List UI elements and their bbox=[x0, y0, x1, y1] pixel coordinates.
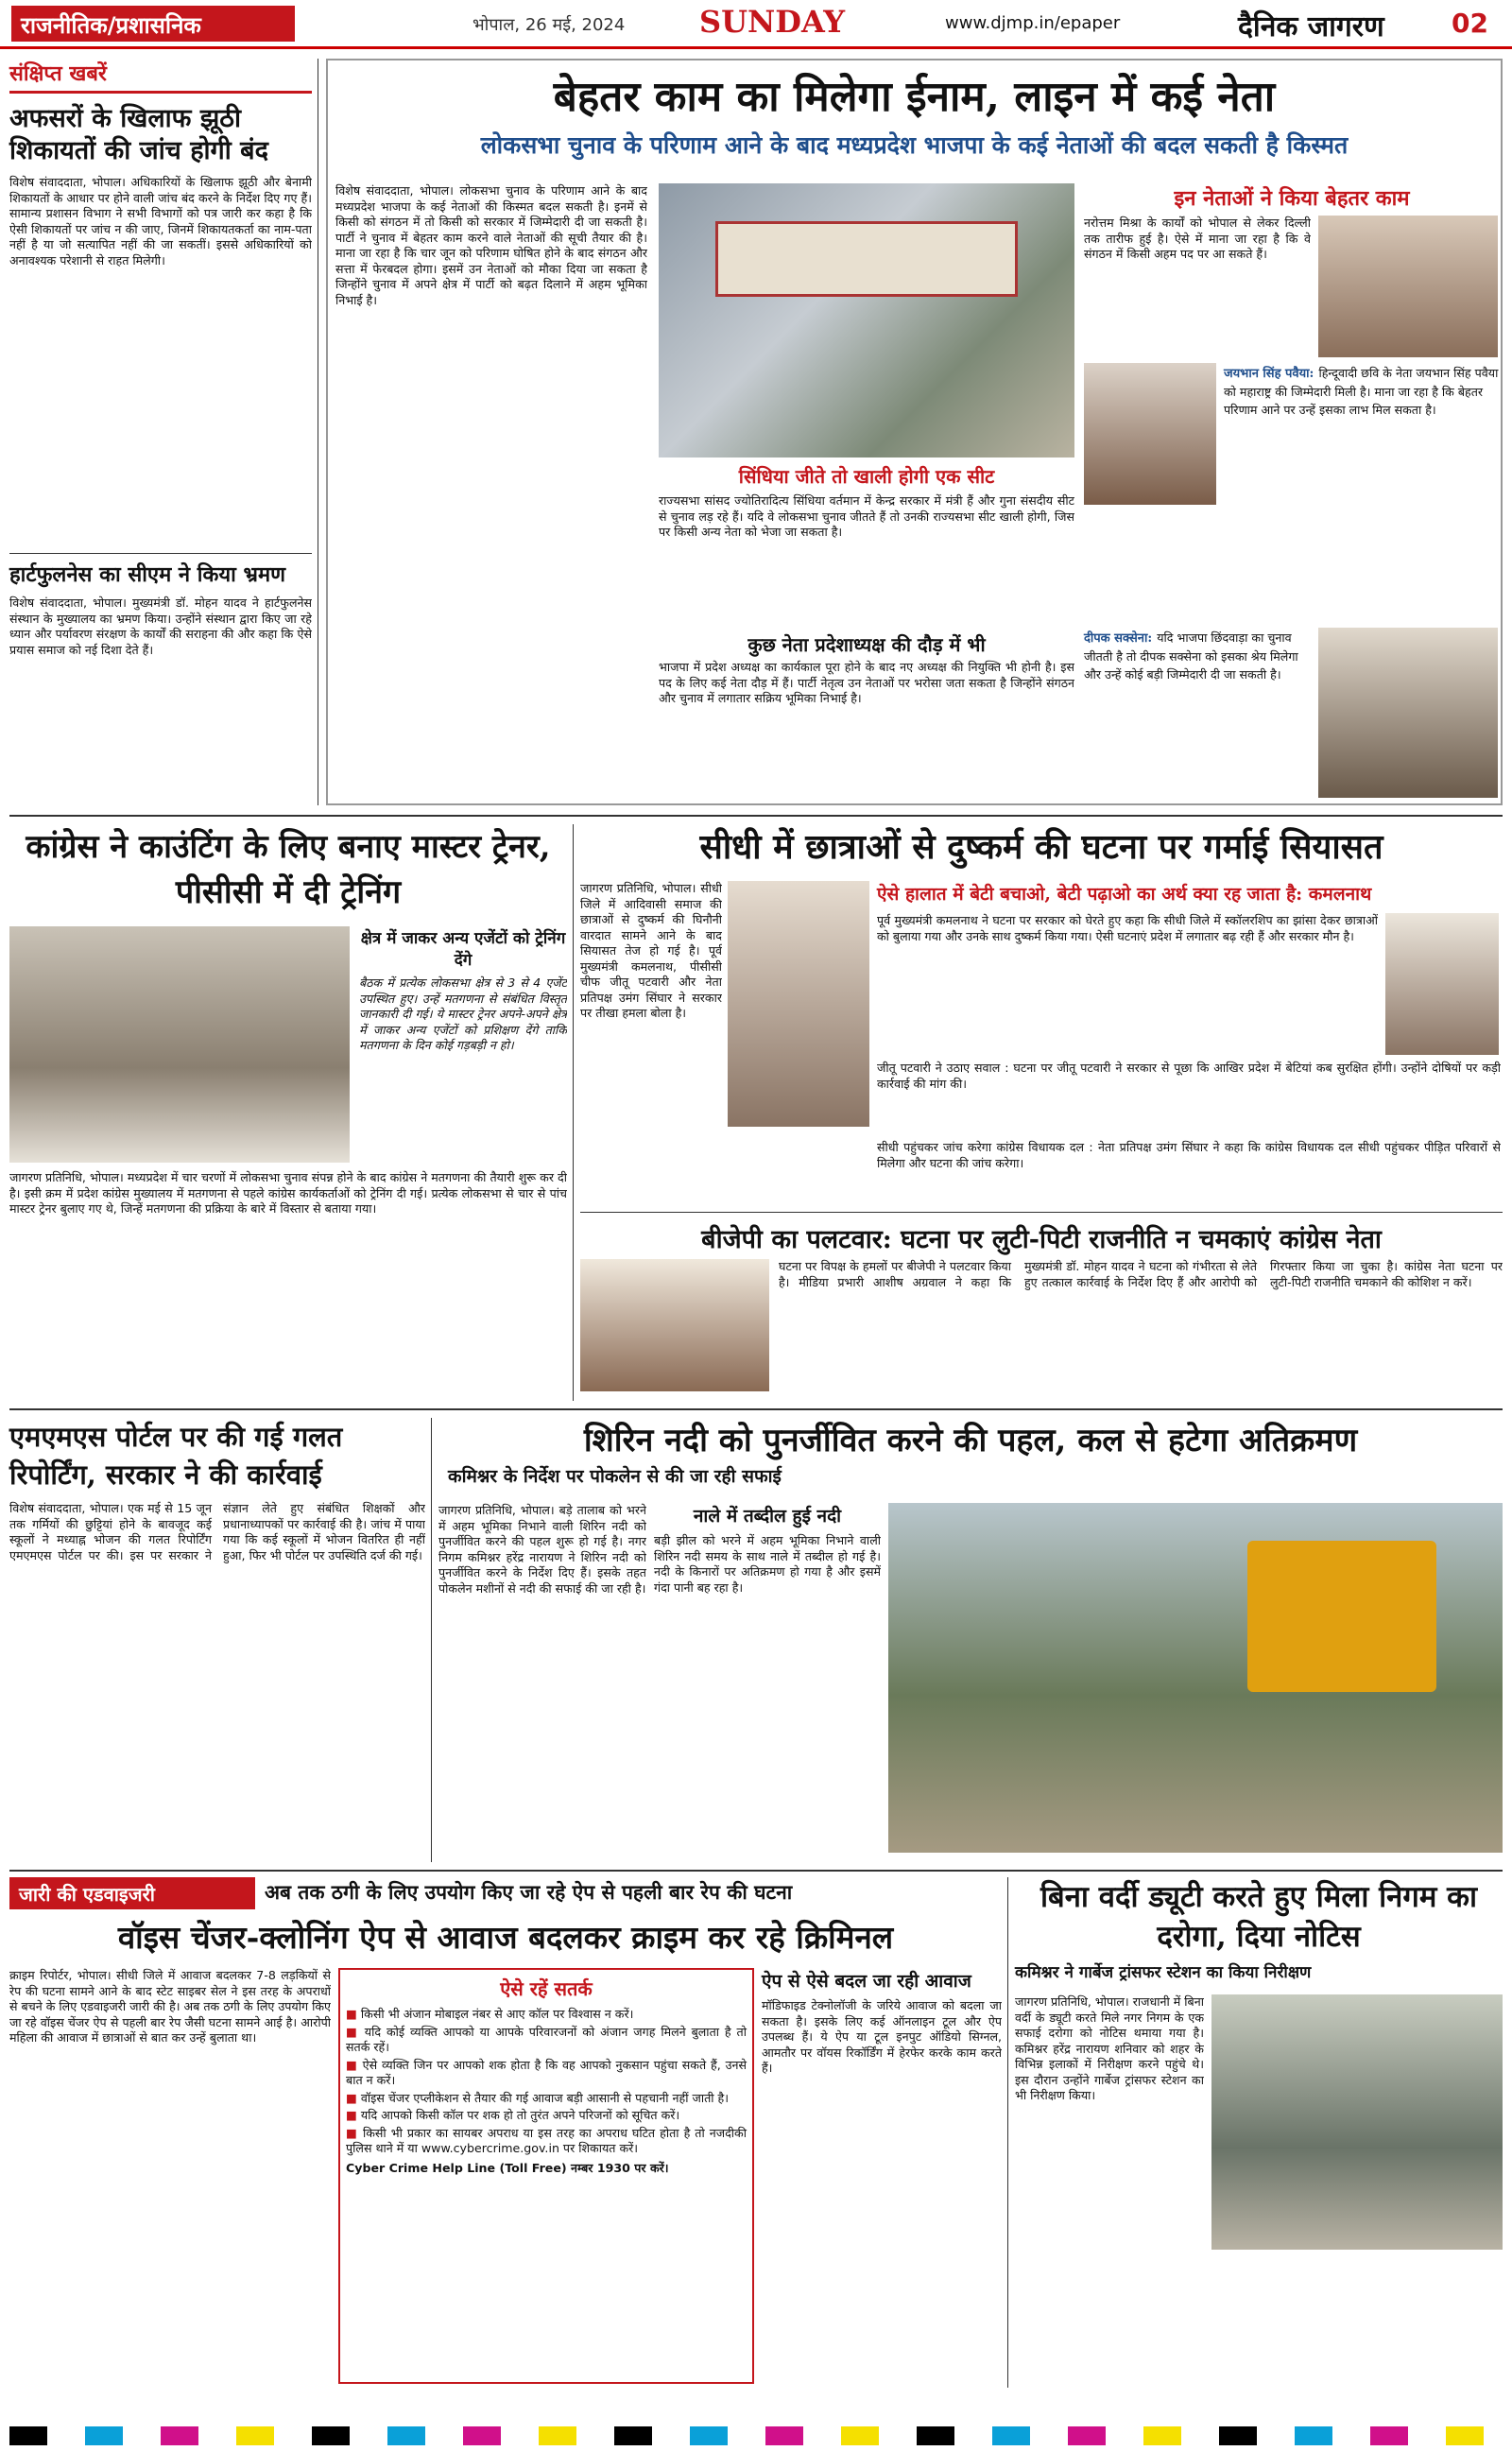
tip-item: ■ किसी भी अंजान मोबाइल नंबर से आए कॉल पर विश्वास न करें। bbox=[346, 2007, 747, 2023]
brief-label: संक्षिप्त खबरें bbox=[9, 59, 312, 94]
nigam-title: बिना वर्दी ड्यूटी करते हुए मिला निगम का दरोगा, दिया नोटिस bbox=[1040, 1880, 1478, 1954]
river-cleaning-photo bbox=[888, 1503, 1503, 1853]
lead-body: विशेष संवाददाता, भोपाल। लोकसभा चुनाव के परिणाम आने के बाद मध्यप्रदेश भाजपा के कई नेताओं की किस्मत बदल सकती है। इनमें से किसी को संगठन में तो किसी को सरकार में जिम्मेदारी दी जा सकती है। पार्टी ने चुनाव में बेहतर काम करने वाले नेताओं की सूची तैयार की है। माना जा रहा है कि चार जून को परिणाम घोषित होने के बाद संगठन और सत्ता में फेरबदल होगा। इसमें उन नेताओं को मौका दिया जा सकता है जिन्होंने चुनाव में अपने क्षेत्र में पार्टी को बढ़त दिलाने में अहम भूमिका निभाई है। bbox=[335, 183, 647, 307]
lead-subtitle: लोकसभा चुनाव के परिणाम आने के बाद मध्यप्रदेश भाजपा के कई नेताओं की बदल सकती है किस्मत bbox=[480, 131, 1349, 159]
section-name: राजनीतिक/प्रशासनिक bbox=[11, 6, 295, 42]
nigam-story bbox=[1015, 1877, 1503, 2388]
shirin-subhead-body: बड़ी झील को भरने में अहम भूमिका निभाने वाली शिरिन नदी समय के साथ नाले में तब्दील हो गई है। नदी के किनारों पर अतिक्रमण हो गया है और इसमें गंदा पानी बह रहा है। bbox=[654, 1533, 881, 1595]
cyber-subhead: ऐप से ऐसे बदल जा रही आवाज bbox=[762, 1971, 971, 1992]
singhar-para: सीधी पहुंचकर जांच करेगा कांग्रेस विधायक दल : नेता प्रतिपक्ष उमंग सिंघार ने कहा कि कांग्रेस विधायक दल सीधी पहुंचकर पीड़ित परिवारों से मिलेगा और घटना की जांच करेगा। bbox=[877, 1140, 1501, 1170]
side-name-2: जयभान सिंह पवैया: bbox=[1224, 367, 1314, 381]
cyber-kicker: अब तक ठगी के लिए उपयोग किए जा रहे ऐप से पहली बार रेप की घटना bbox=[265, 1880, 793, 1904]
shirin-body: जागरण प्रतिनिधि, भोपाल। बड़े तालाब को भरने में अहम भूमिका निभाने वाली शिरिन नदी को पुनर्जीवित करने की पहल शुरू हो गई है। नगर निगम कमिश्नर हरेंद्र नारायण ने शिरिन नदी को पुनर्जीवित करने के निर्देश दिए हैं। इसके तहत पोकलेन मशीनों से नदी की सफाई की जा रही है। bbox=[438, 1503, 646, 1596]
bjp-office-photo bbox=[659, 183, 1074, 457]
sidhi-body: जागरण प्रतिनिधि, भोपाल। सीधी जिले में आदिवासी समाज की छात्राओं से दुष्कर्म की घिनौनी वारदात सामने आने के बाद सियासत तेज हो गई है। पूर्व मुख्यमंत्री कमलनाथ, पीसीसी चीफ जीतू पटवारी और नेता प्रतिपक्ष उमंग सिंघार ने सरकार पर तीखा हमला बोला है। bbox=[580, 881, 722, 1020]
tips-title: ऐसे रहें सतर्क bbox=[500, 1977, 593, 2000]
quote-body: पूर्व मुख्यमंत्री कमलनाथ ने घटना पर सरकार को घेरते हुए कहा कि सीधी जिले में स्कॉलरशिप का झांसा देकर छात्राओं को बुलाया गया और उनके साथ दुष्कर्म किया गया। ऐसी घटनाएं प्रदेश में लगातार बढ़ रही हैं और सरकार मौन है। bbox=[877, 913, 1378, 943]
shirin-subtitle: कमिश्नर के निर्देश पर पोकलेन से की जा रही सफाई bbox=[448, 1466, 782, 1487]
newspaper-brand: दैनिक जागरण bbox=[1238, 10, 1384, 43]
tip-item: ■ ऐसे व्यक्ति जिन पर आपको शक होता है कि वह आपको नुकसान पहुंचा सकते हैं, उनसे बात न करें। bbox=[346, 2058, 747, 2089]
shirin-subhead: नाले में तब्दील हुई नदी bbox=[693, 1506, 842, 1527]
cyber-story bbox=[9, 1877, 1002, 2388]
tip-item: ■ किसी भी प्रकार का सायबर अपराध या इस तरह का अपराध घटित होता है तो नजदीकी पुलिस थाने में या www.cybercrime.gov.in पर शिकायत करें। bbox=[346, 2126, 747, 2157]
tip-item: ■ यदि आपको किसी कॉल पर शक हो तो तुरंत अपने परिजनों को सूचित करें। bbox=[346, 2108, 747, 2124]
mms-story bbox=[9, 1418, 425, 1862]
scindia-body: राज्यसभा सांसद ज्योतिरादित्य सिंधिया वर्तमान में केन्द्र सरकार में मंत्री हैं और गुना संसदीय सीट से चुनाव लड़ रहे हैं। यदि वे लोकसभा चुनाव जीतते हैं तो उनकी राज्यसभा सीट खाली होगी, जिस पर किसी अन्य नेता को भेजा जा सकता है। bbox=[659, 493, 1074, 539]
congress-side-title: क्षेत्र में जाकर अन्य एजेंटों को ट्रेनिंग देंगे bbox=[360, 929, 566, 970]
column-divider bbox=[1007, 1877, 1008, 2388]
nigam-body: जागरण प्रतिनिधि, भोपाल। राजधानी में बिना वर्दी के ड्यूटी करते मिले नगर निगम के एक सफाई दरोगा को नोटिस थमाया गया है। कमिश्नर हरेंद्र नारायण शनिवार को शहर के विभिन्न इलाकों में निरीक्षण करने पहुंचे थे। इस दौरान उन्होंने गार्बेज ट्रांसफर स्टेशन का भी निरीक्षण किया। bbox=[1015, 1994, 1204, 2102]
leader-photo-2 bbox=[1084, 363, 1216, 505]
photo-caption: सिंधिया जीते तो खाली होगी एक सीट bbox=[738, 465, 995, 488]
edition-date: भोपाल, 26 मई, 2024 bbox=[472, 15, 626, 35]
brief-2-body: विशेष संवाददाता, भोपाल। मुख्यमंत्री डॉ. मोहन यादव ने हार्टफुलनेस संस्थान के मुख्यालय का भ्रमण किया। उन्होंने संस्थान द्वारा किए जा रहे ध्यान और पर्यावरण संरक्षण के कार्यों की सराहना की और कहा कि ऐसे प्रयास समाज को नई दिशा देते हैं। bbox=[9, 595, 312, 657]
column-divider bbox=[573, 824, 574, 1401]
patwari-photo bbox=[728, 881, 869, 1127]
brief-column bbox=[9, 59, 312, 805]
side-title: इन नेताओं ने किया बेहतर काम bbox=[1174, 186, 1410, 211]
nigam-subtitle: कमिश्नर ने गार्बेज ट्रांसफर स्टेशन का किया निरीक्षण bbox=[1015, 1963, 1312, 1982]
tip-item: ■ वॉइस चेंजर एप्लीकेशन से तैयार की गई आवाज बड़ी आसानी से पहचानी नहीं जाती है। bbox=[346, 2091, 747, 2107]
patwari-para: जीतू पटवारी ने उठाए सवाल : घटना पर जीतू पटवारी ने सरकार से पूछा कि आखिर प्रदेश में बेटियां कब सुरक्षित होंगी। उन्होंने दोषियों पर कड़ी कार्रवाई की मांग की। bbox=[877, 1061, 1501, 1091]
cyber-body: क्राइम रिपोर्टर, भोपाल। सीधी जिले में आवाज बदलकर 7-8 लड़कियों से रेप की घटना सामने आने के बाद स्टेट साइबर सेल ने इस तरह के अपराधों से बचने के लिए एडवाइजरी जारी की है। अब तक ठगी के लिए उपयोग किए जा रहे वॉइस चेंजर ऐप से पहली बार रेप जैसी घटना सामने आई है। आरोपी महिला की आवाज में छात्राओं से बात कर उन्हें बुलाता था। bbox=[9, 1968, 331, 2045]
lead-subhead-2-body: भाजपा में प्रदेश अध्यक्ष का कार्यकाल पूरा होने के बाद नए अध्यक्ष की नियुक्ति भी होनी है। इस पद के लिए कई नेता दौड़ में हैं। पार्टी नेतृत्व उन नेताओं पर भरोसा जता सकता है जिन्होंने संगठन और चुनाव में लगातार सक्रिय भूमिका निभाई है। bbox=[659, 660, 1074, 705]
cyber-subhead-body: मॉडिफाइड टेक्नोलॉजी के जरिये आवाज को बदला जा सकता है। इसके लिए कई ऑनलाइन टूल और ऐप उपलब्ध हैं। ये ऐप या टूल इनपुट ऑडियो सिग्नल, आमतौर पर वॉयस रिकॉर्डिंग में हेरफेर करके काम करते हैं। bbox=[762, 1998, 1002, 2075]
tips-box bbox=[338, 1968, 754, 2384]
sidhi-story bbox=[580, 824, 1503, 1391]
congress-side-body: बैठक में प्रत्येक लोकसभा क्षेत्र से 3 से 4 एजेंट उपस्थित हुए। उन्हें मतगणना से संबंधित विस्तृत जानकारी दी गई। ये मास्टर ट्रेनर अपने-अपने क्षेत्र में जाकर अन्य एजेंटों को प्रशिक्षण देंगे ताकि मतगणना के दिन कोई गड़बड़ी न हो। bbox=[359, 975, 567, 1052]
kamalnath-photo bbox=[1385, 913, 1499, 1055]
cyber-title: वॉइस चेंजर-क्लोनिंग ऐप से आवाज बदलकर क्राइम कर रहे क्रिमिनल bbox=[117, 1919, 894, 1956]
congress-title: कांग्रेस ने काउंटिंग के लिए बनाए मास्टर ट्रेनर, पीसीसी में दी ट्रेनिंग bbox=[26, 828, 551, 911]
brief-1-title: अफसरों के खिलाफ झूठी शिकायतों की जांच होगी बंद bbox=[9, 104, 268, 165]
shirin-title: शिरिन नदी को पुनर्जीवित करने की पहल, कल से हटेगा अतिक्रमण bbox=[583, 1422, 1358, 1459]
lead-story bbox=[326, 59, 1503, 805]
kamalnath-quote: ऐसे हालात में बेटी बचाओ, बेटी पढ़ाओ का अर्थ क्या रह जाता है: कमलनाथ bbox=[877, 884, 1372, 905]
column-divider bbox=[431, 1418, 432, 1862]
inspection-photo bbox=[1211, 1994, 1503, 2250]
side-body-1: नरोत्तम मिश्रा के कार्यों को भोपाल से लेकर दिल्ली तक तारीफ हुई है। ऐसे में माना जा रहा है कि वे संगठन में किसी अहम पद पर आ सकते हैं। bbox=[1084, 216, 1311, 261]
advisory-tag: जारी की एडवाइजरी bbox=[9, 1877, 255, 1909]
lead-subhead-2: कुछ नेता प्रदेशाध्यक्ष की दौड़ में भी bbox=[747, 633, 986, 656]
spokesperson-photo bbox=[580, 1259, 769, 1391]
helpline: Cyber Crime Help Line (Toll Free) नम्बर 1930 पर करें। bbox=[346, 2160, 669, 2175]
training-photo bbox=[9, 926, 350, 1163]
section-divider bbox=[9, 1408, 1503, 1410]
brief-2-title: हार्टफुलनेस का सीएम ने किया भ्रमण bbox=[9, 553, 312, 588]
side-name-3: दीपक सक्सेना: bbox=[1084, 631, 1153, 646]
mms-title: एमएमएस पोर्टल पर की गई गलत रिपोर्टिंग, सरकार ने की कार्रवाई bbox=[9, 1421, 343, 1491]
brief-1-body: विशेष संवाददाता, भोपाल। अधिकारियों के खिलाफ झूठी और बेनामी शिकायतों के आधार पर होने वाली जांच बंद करने के निर्देश दिए गए हैं। सामान्य प्रशासन विभाग ने सभी विभागों को पत्र जारी कर कहा है कि ऐसी शिकायतों पर जांच न की जाए, जिनमें शिकायतकर्ता का नाम-पता नहीं है या जो सत्यापित नहीं की जा सकतीं। इससे अधिकारियों को अनावश्यक परेशानी से राहत मिलेगी। bbox=[9, 175, 312, 268]
page-number: 02 bbox=[1452, 8, 1488, 39]
lead-title: बेहतर काम का मिलेगा ईनाम, लाइन में कई नेता bbox=[553, 73, 1276, 121]
congress-story bbox=[9, 824, 567, 1401]
mms-body: विशेष संवाददाता, भोपाल। एक मई से 15 जून तक गर्मियों की छुट्टियां होने के बावजूद कई स्कूलों ने मध्याह्न भोजन की गलत रिपोर्टिंग एमएमएस पोर्टल पर की। इस पर सरकार ने संज्ञान लेते हुए संबंधित शिक्षकों और प्रधानाध्यापकों पर कार्रवाई की है। जांच में पाया गया कि कई स्कूलों में भोजन वितरित ही नहीं हुआ, फिर भी पोर्टल पर उपस्थिति दर्ज की गई। bbox=[9, 1501, 425, 1562]
tips-list bbox=[346, 2007, 747, 2157]
bjp-body: घटना पर विपक्ष के हमलों पर बीजेपी ने पलटवार किया है। मीडिया प्रभारी आशीष अग्रवाल ने कहा कि मुख्यमंत्री डॉ. मोहन यादव ने घटना को गंभीरता से लेते हुए तत्काल कार्रवाई के निर्देश दिए हैं और आरोपी को गिरफ्तार किया जा चुका है। कांग्रेस नेता घटना पर लुटी-पिटी राजनीति चमकाने की कोशिश न करें। bbox=[779, 1259, 1503, 1289]
sidhi-title: सीधी में छात्राओं से दुष्कर्म की घटना पर गर्माई सियासत bbox=[699, 827, 1383, 867]
tip-item: ■ यदि कोई व्यक्ति आपको या आपके परिवारजनों को अंजान जगह मिलने बुलाता है तो सतर्क रहें। bbox=[346, 2025, 747, 2056]
epaper-url[interactable]: www.djmp.in/epaper bbox=[945, 13, 1121, 33]
section-divider bbox=[9, 815, 1503, 817]
bjp-title: बीजेपी का पलटवार: घटना पर लुटी-पिटी राजनीति न चमकाएं कांग्रेस नेता bbox=[580, 1212, 1503, 1255]
leader-photo-1 bbox=[1318, 216, 1498, 357]
side-body-3: यदि भाजपा छिंदवाड़ा का चुनाव जीतती है तो दीपक सक्सेना को इसका श्रेय मिलेगा और उन्हें कोई बड़ी जिम्मेदारी दी जा सकती है। bbox=[1084, 630, 1298, 682]
leader-photo-3 bbox=[1318, 628, 1498, 798]
section-divider bbox=[9, 1870, 1503, 1872]
congress-body: जागरण प्रतिनिधि, भोपाल। मध्यप्रदेश में चार चरणों में लोकसभा चुनाव संपन्न होने के बाद कांग्रेस ने मतगणना की तैयारी शुरू कर दी है। इसी क्रम में प्रदेश कांग्रेस मुख्यालय में मतगणना से पहले कांग्रेस कार्यकर्ताओं को ट्रेनिंग दी गई। प्रत्येक लोकसभा से चार से पांच मास्टर ट्रेनर बुलाए गए थे, जिन्हें मतगणना की प्रक्रिया के बारे में विस्तार से बताया गया। bbox=[9, 1170, 567, 1216]
side-body-2: हिन्दूवादी छवि के नेता जयभान सिंह पवैया को महाराष्ट्र की जिम्मेदारी मिली है। माना जा रहा है कि बेहतर परिणाम आने पर उन्हें इसका लाभ मिल सकता है। bbox=[1224, 366, 1499, 417]
registration-color-bar bbox=[9, 2426, 1503, 2445]
sunday-label: SUNDAY bbox=[699, 4, 846, 40]
shirin-story bbox=[438, 1418, 1503, 1862]
page-header bbox=[0, 0, 1512, 49]
